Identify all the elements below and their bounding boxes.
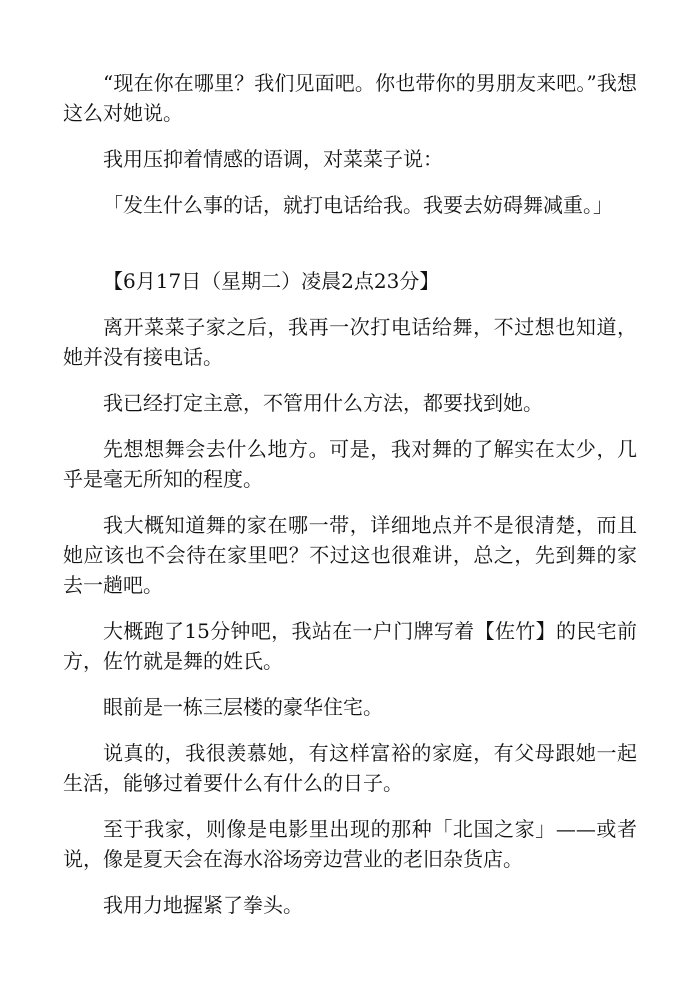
paragraph: 说真的，我很羡慕她，有这样富裕的家庭，有父母跟她一起生活，能够过着要什么有什么的日子。 (63, 741, 637, 795)
paragraph: 我已经打定主意，不管用什么方法，都要找到她。 (103, 391, 543, 415)
paragraph: 我大概知道舞的家在哪一带，详细地点并不是很清楚，而且她应该也不会待在家里吧？不过这也很难讲，总之，先到舞的家去一趟吧。 (63, 513, 637, 597)
paragraph: 「发生什么事的话，就打电话给我。我要去妨碍舞减重。」 (103, 193, 613, 217)
paragraph: 我用压抑着情感的语调，对菜菜子说： (103, 147, 443, 171)
paragraph: 眼前是一栋三层楼的豪华住宅。 (103, 695, 383, 719)
paragraph: “现在你在哪里？我们见面吧。你也带你的男朋友来吧。”我想这么对她说。 (63, 71, 637, 125)
paragraph: 先想想舞会去什么地方。可是，我对舞的了解实在太少，几乎是毫无所知的程度。 (63, 437, 637, 491)
paragraph: 至于我家，则像是电影里出现的那种「北国之家」——或者说，像是夏天会在海水浴场旁边营业的老旧杂货店。 (63, 817, 637, 871)
paragraph: 离开菜菜子家之后，我再一次打电话给舞，不过想也知道，她并没有接电话。 (63, 315, 637, 369)
date-heading: 【6月17日（星期二）凌晨2点23分】 (103, 269, 440, 293)
paragraph: 大概跑了15分钟吧，我站在一户门牌写着【佐竹】的民宅前方，佐竹就是舞的姓氏。 (63, 619, 637, 673)
paragraph: 我用力地握紧了拳头。 (103, 893, 303, 917)
